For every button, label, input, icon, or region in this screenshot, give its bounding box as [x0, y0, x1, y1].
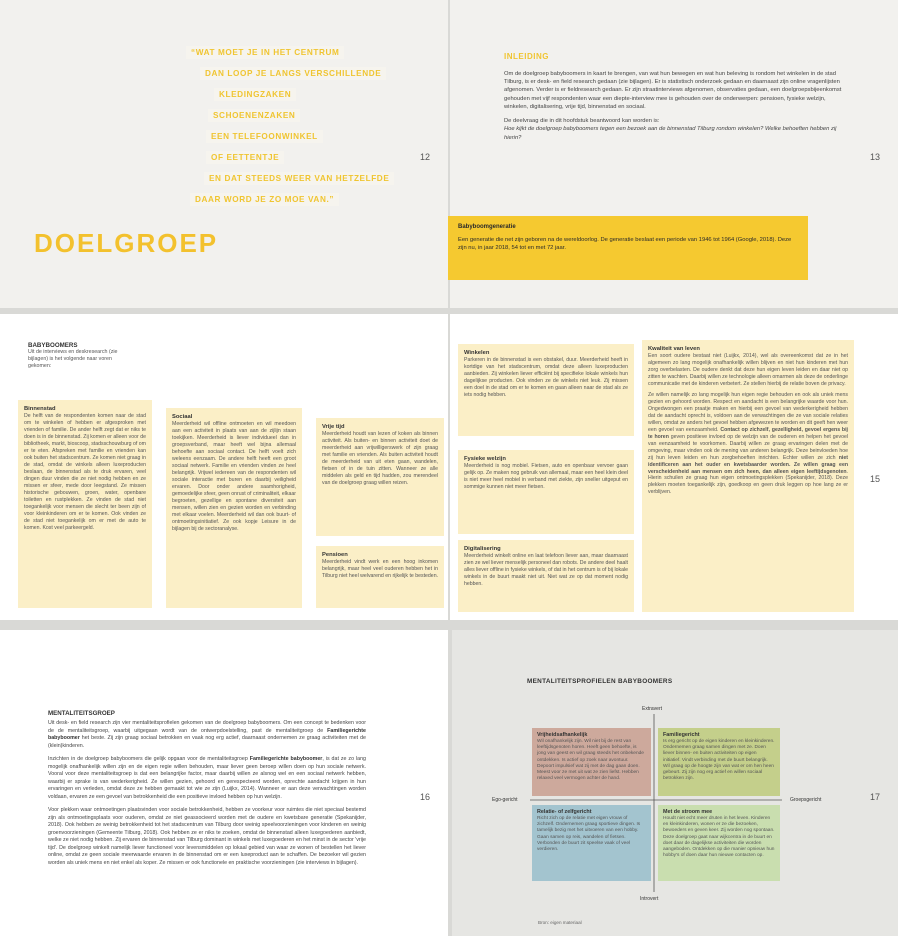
quote-line: DAN LOOP JE LANGS VERSCHILLENDE [200, 67, 386, 80]
box-heading: Vrije tijd [322, 424, 345, 430]
quadrant-vrijheidsafhankelijk [532, 728, 651, 796]
quadrant-met-de-stroom-mee [658, 805, 780, 881]
axis-label-bottom: Introvert [640, 896, 659, 902]
quadrant-text: Houdt niet echt meer druten in het leven. Kinderen en kleinkinderen, wonen er ze die bezoeken, bewoeders en geven keer. Zij worden nog spontaan. Deze doelgroep gaat naar wijkcentra in de buurt en doet daar de dagelijkse activiteiten die worden aangeboden. Ontdekken op die manier opnieuw hun hobby's of doen daar hun nieuwe contacten op. [663, 816, 775, 859]
page-number: 12 [420, 152, 431, 162]
paragraph-3: Voor plekken waar ontmoetingen plaatsvinden voor sociale betrokkenheid, hebben ze voorkeur voor ruimtes die niet speciaal bestemd zijn als ontmoetingsplaats voor ouderen, omdat ze niet geassocieerd worden met de oudere en kwetsbare generatie (Spekanijder, 2018). Ook hebben ze weinig betrokkenheid tot het stadscentrum van Tilburg door weinig speelvoorzieningen voor kinderen en weinig groenvoorzieningen (Gemeente Tilburg, 2018). Ook hebben ze er niks te zoeken, omdat de binnenstad alleen luxegoederen aanbiedt, welke ze niet nodig hebben. Zij ervaren de binnenstad van Tilburg dominant in winkels met luxegoederen en het minst in de sector 'vrije tijd'. De doelgroep winkelt namelijk liever functioneel voor levensmiddelen op lokaal gebied van waar ze wonen of bestellen het liever online, omdat ze geen sociale meerwaarde ervaren in de binnenstad om er een luxeproduct aan te schaffen. De bezoeker wil gezien worden als uniek mens en niet enkel als koper. Ze missen er ook functionele en praktische voorzieningen (zie interviews in bijlagen). [48, 807, 366, 866]
box-pensioen [316, 546, 444, 608]
page-title: BABYBOOMERS [28, 342, 78, 349]
quadrant-heading: Familiegericht [663, 732, 700, 738]
page-17 [452, 630, 898, 936]
axis-label-top: Extravert [642, 706, 663, 712]
quadrant-heading: Met de stroom mee [663, 809, 713, 815]
box-text: Meerderheid vindt werk en een hoog inkomen belangrijk, maar heel veel ouderen hebben het in Tilburg niet heel welvarend en rijkelijk te besteden. [322, 559, 439, 579]
page-number: 13 [870, 152, 881, 162]
text-emphasis: niet identificeren aan het ouder en kwetsbaarder worden. Ze willen graag een verscheidenheid aan mensen om zich heen, dan alleen eigen leeftijdsgenoten [648, 454, 848, 475]
source-note: Bron: eigen materiaal [538, 920, 582, 925]
text-emphasis: Familiegerichte babyboomer [249, 756, 323, 763]
research-question: Hoe kijkt de doelgroep babyboomers tegen een bezoek aan de binnenstad Tilburg rondom winkelen? Welke behoeften hebben zij hierin? [504, 126, 837, 141]
page-14 [0, 314, 448, 620]
box-text: Een soort oudere bestaat niet (Luijkx, 2014), wel als overeenkomst dat ze in het algemeen zo lang mogelijk onafhankelijk willen blijven en niet hun kinderen met hun zorg overbelasten. De oudere denkt dat deze hun eigen leven leiden en daar niet op zitten te wachten. Daarbij willen ze technologie alleen omarmen als deze de onderlinge communicatie met de kinderen verbetert. Ze stellen hierbij de relatie boven de privacy. [648, 353, 848, 387]
text-segment: het beste. Zij zijn graag sociaal betrokken en vaak nog erg actief, daarnaast ondernemen ze graag activiteiten met de (klein)kinderen. [48, 735, 366, 749]
research-question-intro: De deelvraag die in dit hoofdstuk beantwoord kan worden is: [504, 118, 660, 125]
chapter-title: DOELGROEP [34, 228, 219, 258]
quote-line: EEN TELEFOONWINKEL [206, 130, 323, 143]
box-digitalisering [458, 540, 634, 612]
babyboomers-header [28, 342, 118, 370]
quote-line: DAAR WORD JE ZO MOE VAN.” [190, 193, 339, 206]
quote-line: “WAT MOET JE IN HET CENTRUM [186, 46, 344, 59]
box-fysieke-welzijn [458, 450, 634, 534]
box-text: Meerderheid winkelt online en laat telefoon liever aan, maar daarnaast zien ze wel liever menselijk personeel dan robots. De andere deel haalt alles liever offline in fysieke winkels, of dat in het centrum is of bij lokale winkels in de buurt maakt niet uit. Niet wat ze op dat moment nodig hebben. [464, 553, 628, 587]
page-15 [450, 314, 898, 620]
quadrant-relatie-of-zelfgericht [532, 805, 651, 881]
quote-line: OF EETTENTJE [206, 151, 284, 164]
box-sociaal [166, 408, 302, 608]
quote-line: KLEDINGZAKEN [214, 88, 296, 101]
text-segment: Uit desk- en field research zijn vier mentaliteitsprofielen gekomen van de doelgroep babyboomers. Om een concept te bedenken voor de de mentaliteitsgroep, waarbij uitgegaan wordt van de ontwerpdoelstelling, past de mentaliteitgroep de [48, 720, 366, 734]
box-heading: Binnenstad [24, 406, 56, 412]
page-subtitle: Uit de interviews en deskresearch (zie bijlagen) is het volgende naar voren gekomen: [28, 349, 118, 370]
page-number: 17 [870, 792, 881, 802]
box-text: Meerderheid wil offline ontmoeten en wil meedoen aan een activiteit in plaats van aan de zijlijn staan toekijken. Meerderheid is liever individueel dan in groepsverband, maar heeft wel bijna allemaal behoefte aan sociaal contact. De helft voelt zich weleens eenzaam. De andere helft heeft een groot sociaal netwerk. Familie en vrienden vinden ze heel belangrijk. Vrijwel iedereen van de respondenten wil sociale interactie met buren en daarbij veiligheid ervaren. Door onder andere saamhorigheid, gemoedelijke sfeer, geen onrust of criminaliteit, elkaar begroeten, gezellige en spontane diversiteit aan mensen, willen zien en gezien worden en verbinding met elkaar voelen. Meerderheid wil dan ook buurt- of ontmoetingsinitiatief. Ze ook kopje Leisure in de bijlagen bij de sectoranalyse. [172, 421, 296, 532]
quote-line: SCHOENENZAKEN [208, 109, 300, 122]
box-heading: Fysieke welzijn [464, 456, 506, 462]
quadrant-heading: Relatie- of zelfgericht [537, 809, 592, 815]
box-winkelen [458, 344, 634, 436]
babyboom-definition-box [448, 216, 808, 280]
quadrant-text: Richt zich op de relatie met eigen vrouw of zichzelf. Ondernemen graag sportieve dingen. Is tamelijk bezig met het uitvoeren van een hobby. Gaan samen op reis, wandelen of fietsen. Verbonden de buurt zit speelse vaak of veel verdieren. [537, 816, 641, 853]
text-segment: , is dat ze zo lang mogelijk onafhankelijk willen zijn en de eigen regie willen behouden, maar liever geen beroep willen doen op hun sociale netwerk. Vooral voor deze mentaliteitsgroep is dat een belangrijke factor, maar daarbij willen ze alsnog wel en een sociaal netwerk hebben, waarbij er sprake is van wederkerigheid. Ze willen gezien, gehoord en gerespecteerd worden, oprechte aandacht krijgen in hun ervaringen en verleden, omdat deze ze hebben gemaakt tot wie ze zijn (Luijkx, 2014). Wanneer er aan deze verwachtingen worden voldaan, ervaren ze een gevoel van betrokkenheid die een positieve invloed hebben op hun welzijn. [48, 756, 366, 800]
box-text: Meerderheid is nog mobiel. Fietsen, auto en openbaar vervoer gaan gelijk op. Ze maken nog gebruik van allemaal, maar een heel klein deel is niet meer heel mobiel in verband met ziekte, zijn sneller uitgeput en sommige kunnen niet meer fietsen. [464, 463, 628, 490]
text-segment: . Hierin schuilen ze graag hun eigen ontmoetingsplekken (Spekanijder, 2018). Deze plekken moeten toegankelijk zijn, goedkoop en geen druk leggen op hoe lang ze er verblijven. [648, 468, 848, 496]
box-text: Een generatie die net zijn geboren na de wereldoorlog. De generatie beslaat een periode van 1946 tot 1964 (Google, 2018). Deze zijn nu, in jaar 2018, 54 tot en met 72 jaar. [458, 237, 792, 252]
page-title: MENTALITEITSGROEP [48, 710, 115, 717]
box-binnenstad [18, 400, 152, 608]
box-heading: Winkelen [464, 350, 490, 356]
diagram-title: MENTALITEITSPROFIELEN BABYBOOMERS [527, 678, 673, 685]
page-12 [0, 0, 448, 308]
text-emphasis: Contact op zichzelf, gezelligheid, gevoel ergens bij te horen [648, 426, 848, 440]
quote-line: EN DAT STEEDS WEER VAN HETZELFDE [204, 172, 394, 185]
intro-text [504, 70, 844, 142]
axis-label-right: Groepsgericht [790, 797, 822, 803]
text-segment: Inzichten in de doelgroep babyboomers die gelijk opgaan voor de mentaliteitsgroep [48, 756, 250, 763]
intro-paragraph: Om de doelgroep babyboomers in kaart te brengen, van wat hun bewegen en wat hun beleving is rondom het winkelen in de stad Tilburg, is er desk- en field research gedaan (zie bijlagen). Er is statistisch onderzoek gedaan en daarnaast zijn online vragenlijsten afgenomen. Verder is er fieldresearch gedaan. Er zijn straatinterviews afgenomen, observaties gedaan, een doelgroepsbijeenkomst gehouden met vijf respondenten waar een diepte-interview mee is gehouden over de onderwerpen: pensioen, fysieke welzijn, winkelen, digitalisering, vrije tijd, binnenstad en sociaal. [504, 71, 842, 110]
quadrant-text: Is erg gericht op de eigen kinderen en kleinkinderen. Ondernemen graag samen dingen met ze. Doen liever binnen- en buiten activiteiten op eigen initiatief. Vindt verbinding met de buurt belangrijk. Wil graag op de hoogte zijn van wat er om hen heen gebeurt. Zij zijn nog erg actief en willen sociaal betrokken zijn. [663, 739, 775, 782]
quadrant-familiegericht [658, 728, 780, 796]
box-vrije-tijd [316, 418, 444, 536]
paragraph-1 [48, 720, 366, 750]
box-heading: Digitalisering [464, 546, 501, 552]
box-heading: Pensioen [322, 552, 348, 558]
page-number: 16 [420, 792, 431, 802]
mentaliteitsgroep-text [48, 710, 366, 873]
box-heading: Kwaliteit van leven [648, 346, 700, 352]
pull-quote [186, 46, 426, 214]
box-kwaliteit-van-leven [642, 340, 854, 612]
text-segment: geven positieve invloed op de welzijn van de ouderen en helpen het gevoel van eenzaamheid te voorkomen. Daarbij willen ze graag ervaringen delen met de omgeving, maar vinden ook de mening van anderen belangrijk. Deze beinvloeden hoe zij hun leven leiden en hun zorgbehoeften inrichten. Echter willen ze zich [648, 433, 848, 461]
box-text: Meerderheid houdt van lezen of koken als binnen activiteit. Als buiten- en binnen activiteit doet de meerderheid aan vrijwilligerswerk of zijn graag met familie en vrienden. Als buiten activiteit houdt de meerderheid van uit eten gaan, wandelen, fietsen of in de tuin zitten. Wanneer ze alle middelen als geld en tijd hadden, zou merendeel van de doelgroep graag willen reizen. [322, 431, 438, 486]
section-heading: INLEIDING [504, 52, 549, 61]
paragraph-2 [48, 756, 366, 801]
quadrant-text: Wil onafhankelijk zijn. Wil niet bij de rest van leeftijdsgenoten horen. Heeft geen behoefte, is jong van geest en wil graag steeds het onbekende ontdekken. Is actief op zoek naar avontuur. Depoort impulsief wat zij met de dag gaan doen. Meest voor ze met uit wat ze zien liefst. Hebben relaxed veel vermogen achter de hand. [537, 739, 644, 782]
box-text: De helft van de respondenten komen naar de stad om te winkelen of hebben er afgesproken met vrienden of familie. De ander helft zegt dat er niks te doen is in de binnenstad. Zij komen er alleen voor de bibliotheek, markt, bioscoop, stadsschouwburg of om er te eten. Afspreken met familie en vrienden kan ook buiten het stadscentrum. Ze komen niet graag in de stad, omdat de winkels alleen luxeproducten beslaan, de binnenstad als te druk ervaren, veel dingen duur vinden die ze niet nodig hebben en ze missen er sfeer, mede door leegstand. Ze missen historische gebouwen, groen, water, openbare toiletten en rustplekken. Ze vinden de stad niet toegankelijk voor mensen die slecht ter been zijn of voor kleinkinderen om er te komen. Ook vinden ze de stad niet toegankelijk om er met de auto te komen. Kost veel parkeergeld. [24, 413, 146, 531]
text-emphasis: Familiegerichte babyboomer [48, 727, 366, 742]
box-heading: Sociaal [172, 414, 193, 420]
quadrant-heading: Vrijheidsafhankelijk [537, 732, 588, 738]
page-number: 15 [870, 474, 881, 484]
page-16 [0, 630, 448, 936]
box-title: Babyboomgeneratie [458, 224, 516, 230]
axis-label-left: Ego-gericht [492, 797, 518, 803]
box-text: Parkeren in de binnenstad is een obstakel, duur. Meerderheid heeft in kortdige van het stadscentrum, omdat deze alleen luxeproducten aanbieden. Zij winkelen liever efficiënt bij specifieke lokale winkels hun dagelijkse producten. Ook vinden ze de winkels niet leuk. Zij missen een doel in de stad om er te komen en gaan alleen naar de stad als ze iets nodig hebben. [464, 357, 628, 398]
text-segment: Ze willen namelijk zo lang mogelijk hun eigen regie behouden en ook als uniek mens gezien en gehoord worden. Respect en aandacht is een belangrijke waarde voor hun. Ongedwongen een praatje maken en hierbij een gevoel van wederkerigheid hebben dat de aandacht oprecht is, voldoen aan de verwachtingen die ze van sociale relaties willen, omdat ze anders het gevoel hebben afgewezen te worden en dit geeft hen weer een gevoel van eenzaamheid. [648, 391, 848, 433]
box-text-2 [648, 392, 848, 497]
